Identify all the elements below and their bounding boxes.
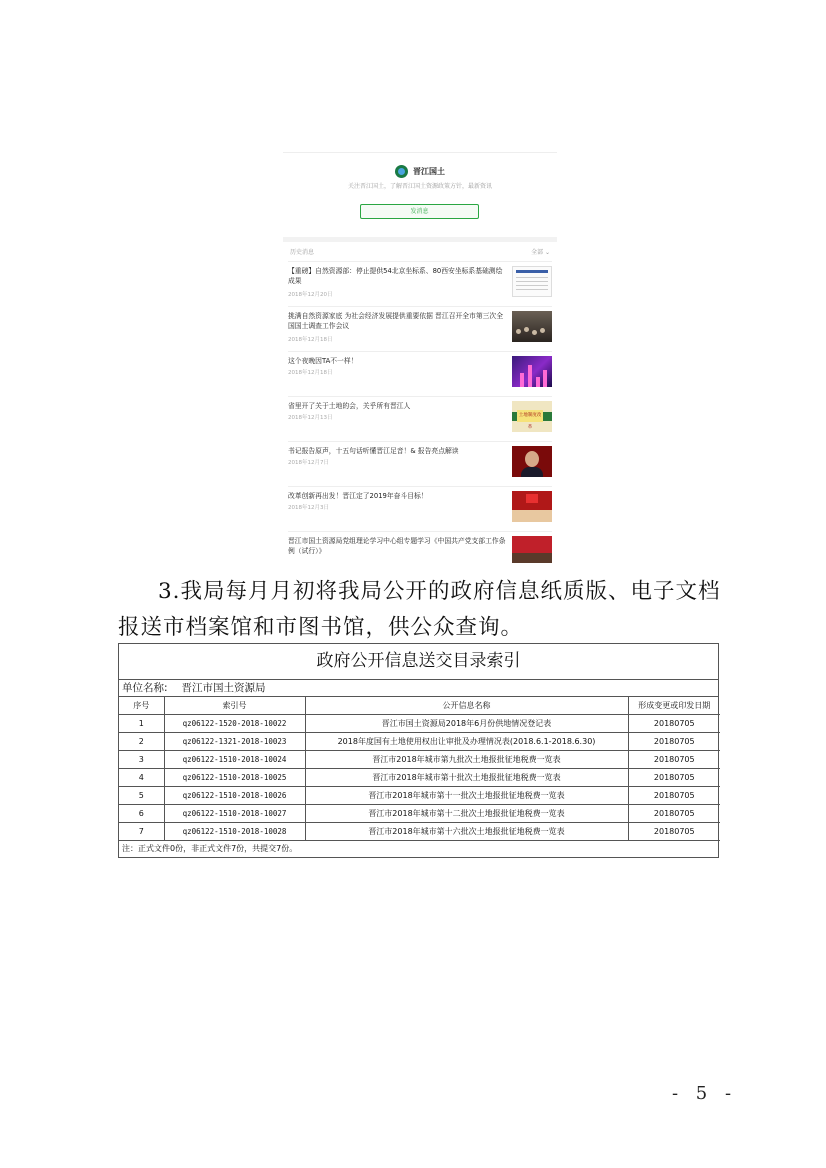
message-item[interactable] [288,261,552,307]
row-number: 1 [119,715,164,733]
column-header: 形成变更或印发日期 [628,697,720,715]
table-title: 政府公开信息送交目录索引 [119,644,718,680]
row-number: 4 [119,769,164,787]
history-filter-dropdown[interactable]: 全部 ⌄ [531,249,550,256]
thumbnail-tag: 土地制度改革 [517,410,543,422]
history-label: 历史消息 [290,249,315,256]
index-code: qz06122-1520-2018-10022 [164,715,305,733]
table-header-row [119,697,720,715]
message-title: 这个夜晚因TA不一样！ [288,357,358,365]
section-divider [283,237,557,242]
unit-value: 晋江市国土资源局 [181,682,266,694]
message-title: 挑满自然资源家底 为社会经济发展提供重要依据 晋江召开全市第三次全国国土调查工作会议 [288,312,504,330]
message-item[interactable] [288,486,552,532]
body-paragraph: 3.我局每月月初将我局公开的政府信息纸质版、电子文档报送市档案馆和市图书馆，供公众查询。 [118,579,721,640]
message-item[interactable] [288,351,552,397]
issue-date: 20180705 [628,823,720,841]
wechat-account-screenshot [283,152,557,563]
issue-date: 20180705 [628,715,720,733]
issue-date: 20180705 [628,751,720,769]
unit-label: 单位名称: [122,682,168,694]
issue-date: 20180705 [628,787,720,805]
message-title: 晋江市国土资源局党组理论学习中心组专题学习《中国共产党支部工作条例（试行）》 [288,537,506,555]
disclosure-index-table [118,643,719,858]
table-row [119,715,720,733]
issue-date: 20180705 [628,805,720,823]
info-name: 晋江市国土资源局2018年6月份供地情况登记表 [305,715,628,733]
message-thumbnail-study-session [512,536,552,563]
message-item[interactable] [288,306,552,352]
row-number: 2 [119,733,164,751]
message-thumbnail-conference [512,491,552,522]
account-header [283,153,557,243]
account-description: 关注晋江国土，了解晋江国土资源政策方针，最新资讯 [347,183,492,190]
message-item[interactable] [288,441,552,487]
info-name: 晋江市2018年城市第十批次土地报批征地税费一览表 [305,769,628,787]
table-row [119,787,720,805]
row-number: 6 [119,805,164,823]
account-name: 晋江国土 [413,166,445,176]
info-name: 2018年度国有土地使用权出让审批及办理情况表(2018.6.1-2018.6.30) [305,733,628,751]
info-name: 晋江市2018年城市第十一批次土地报批征地税费一览表 [305,787,628,805]
column-header: 序号 [119,697,164,715]
table-row [119,823,720,841]
message-title: 省里开了关于土地的会，关乎所有晋江人 [288,402,411,410]
message-item[interactable] [288,531,552,563]
send-message-button[interactable]: 发消息 [360,204,479,219]
info-name: 晋江市2018年城市第十二批次土地报批征地税费一览表 [305,805,628,823]
message-date: 2018年12月3日 [288,505,329,511]
message-thumbnail-document [512,266,552,297]
message-title: 【重磅】自然资源部：停止提供54北京坐标系、80西安坐标系基础测绘成果 [288,267,503,285]
table-row [119,769,720,787]
message-title: 书记报告原声，十五句话听懂晋江足音！& 报告亮点解读 [288,447,459,455]
message-thumbnail-speaker [512,446,552,477]
column-header: 索引号 [164,697,305,715]
column-header: 公开信息名称 [305,697,628,715]
index-code: qz06122-1510-2018-10026 [164,787,305,805]
page-number: - 5 - [672,1083,738,1104]
index-code: qz06122-1510-2018-10024 [164,751,305,769]
message-date: 2018年12月18日 [288,337,333,343]
index-table [119,697,720,841]
message-date: 2018年12月13日 [288,415,333,421]
account-logo-icon [395,165,408,178]
table-row [119,751,720,769]
index-code: qz06122-1510-2018-10025 [164,769,305,787]
message-date: 2018年12月7日 [288,460,329,466]
table-row [119,805,720,823]
message-item[interactable] [288,396,552,442]
message-title: 改革创新再出发！晋江定了2019年奋斗目标！ [288,492,428,500]
table-row [119,733,720,751]
row-number: 5 [119,787,164,805]
message-thumbnail-night-city [512,356,552,387]
issue-date: 20180705 [628,769,720,787]
index-code: qz06122-1510-2018-10028 [164,823,305,841]
index-code: qz06122-1321-2018-10023 [164,733,305,751]
index-code: qz06122-1510-2018-10027 [164,805,305,823]
issue-date: 20180705 [628,733,720,751]
row-number: 3 [119,751,164,769]
row-number: 7 [119,823,164,841]
table-note: 注：正式文件0份，非正式文件7份，共提交7份。 [122,844,298,853]
info-name: 晋江市2018年城市第十六批次土地报批征地税费一览表 [305,823,628,841]
message-date: 2018年12月18日 [288,370,333,376]
message-thumbnail-meeting [512,311,552,342]
unit-row [119,680,718,697]
history-header [290,245,550,257]
message-thumbnail-land-reform [512,401,552,432]
info-name: 晋江市2018年城市第九批次土地报批征地税费一览表 [305,751,628,769]
message-date: 2018年12月20日 [288,292,333,298]
